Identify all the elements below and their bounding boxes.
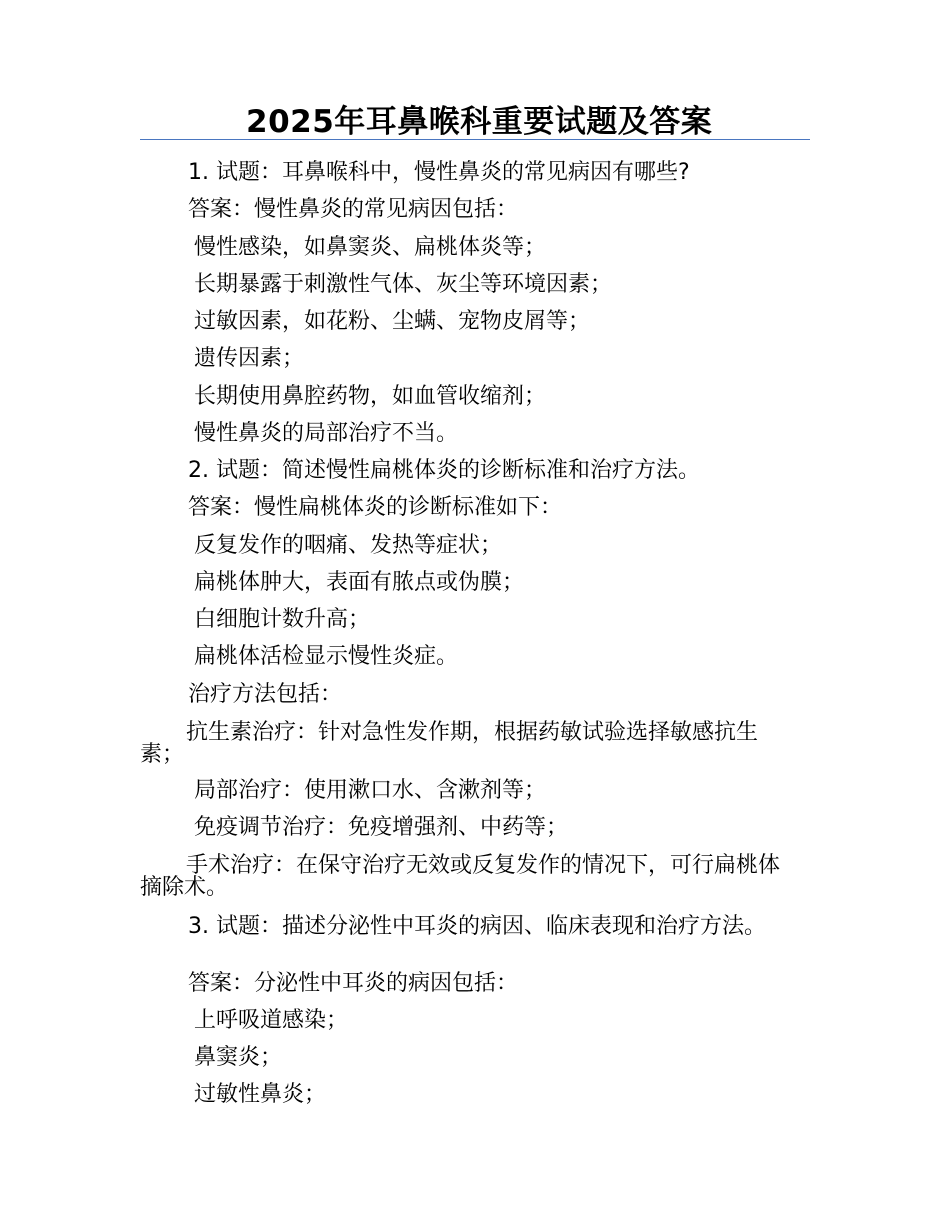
- list-item: 鼻窦炎；: [194, 1045, 283, 1070]
- list-item: 遗传因素；: [194, 346, 305, 371]
- list-item: 过敏性鼻炎；: [194, 1082, 327, 1107]
- list-item: 上呼吸道感染；: [194, 1008, 349, 1033]
- list-item: 扁桃体肿大，表面有脓点或伪膜；: [194, 570, 525, 595]
- list-item: 白细胞计数升高；: [194, 607, 371, 632]
- question-2: 2. 试题：简述慢性扁桃体炎的诊断标准和治疗方法。: [188, 458, 700, 483]
- treatment-intro: 治疗方法包括：: [188, 682, 343, 707]
- list-item: 抗生素治疗：针对急性发作期，根据药敏试验选择敏感抗生素；: [140, 720, 759, 767]
- list-item: 慢性鼻炎的局部治疗不当。: [194, 421, 459, 446]
- list-item: 过敏因素，如花粉、尘螨、宠物皮屑等；: [194, 309, 591, 334]
- list-item: 手术治疗：在保守治疗无效或反复发作的情况下，可行扁桃体摘除术。: [140, 853, 781, 900]
- question-3: 3. 试题：描述分泌性中耳炎的病因、临床表现和治疗方法。: [188, 914, 766, 939]
- answer-2-intro: 答案：慢性扁桃体炎的诊断标准如下：: [188, 495, 563, 520]
- question-1: 1. 试题：耳鼻喉科中，慢性鼻炎的常见病因有哪些?: [188, 160, 690, 185]
- list-item: 免疫调节治疗：免疫增强剂、中药等；: [194, 815, 569, 840]
- list-item: 长期使用鼻腔药物，如血管收缩剂；: [194, 384, 547, 409]
- document-title: 2025年耳鼻喉科重要试题及答案: [246, 104, 713, 140]
- list-item: 反复发作的咽痛、发热等症状；: [194, 533, 503, 558]
- list-item: 局部治疗：使用漱口水、含漱剂等；: [194, 778, 547, 803]
- title-underline: [140, 139, 810, 140]
- list-item: 长期暴露于刺激性气体、灰尘等环境因素；: [194, 272, 613, 297]
- list-item: 扁桃体活检显示慢性炎症。: [194, 644, 459, 669]
- list-item: 慢性感染，如鼻窦炎、扁桃体炎等；: [194, 235, 547, 260]
- answer-3-intro: 答案：分泌性中耳炎的病因包括：: [188, 971, 519, 996]
- answer-1-intro: 答案：慢性鼻炎的常见病因包括：: [188, 197, 519, 222]
